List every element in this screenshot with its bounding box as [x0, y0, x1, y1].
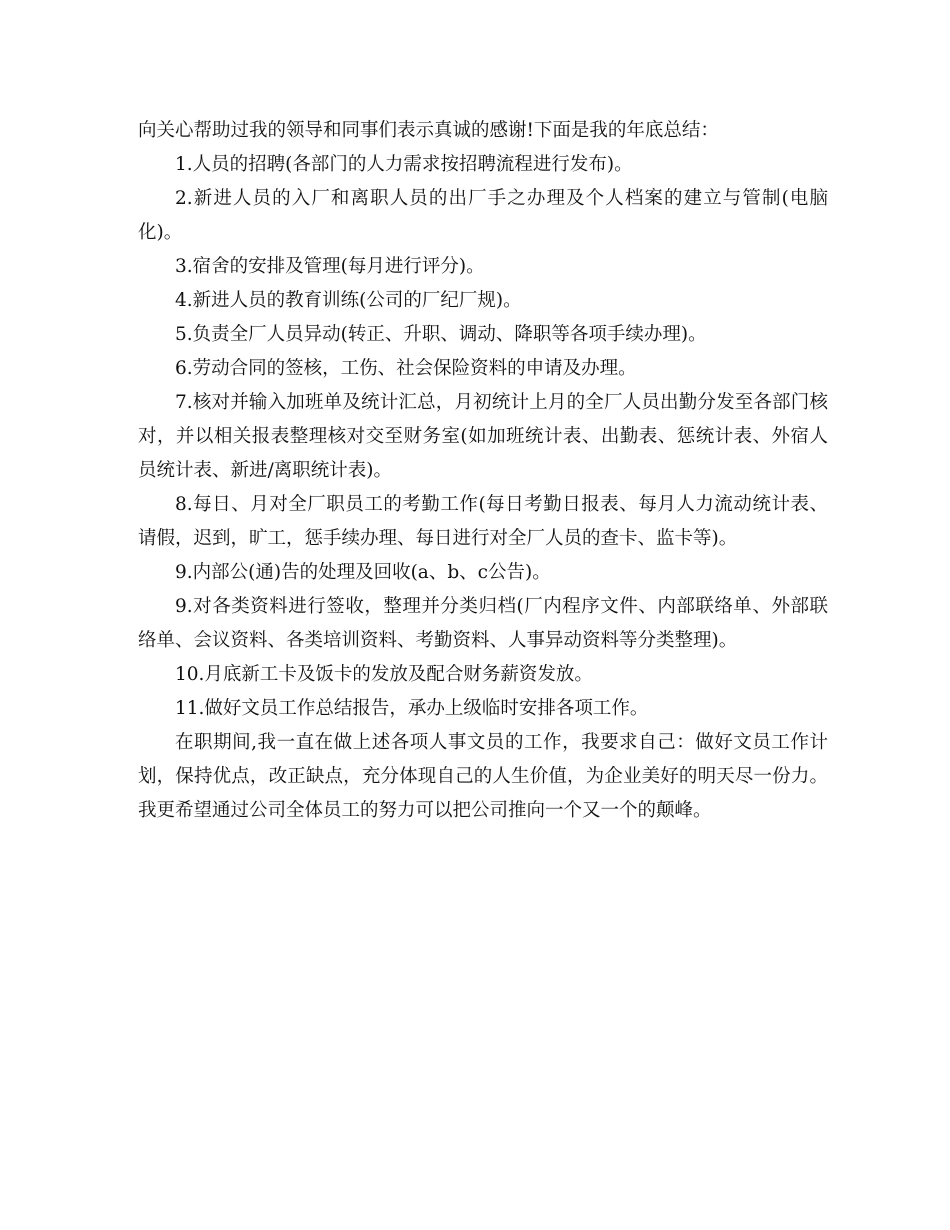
list-item-dormitory: 3.宿舍的安排及管理(每月进行评分)。 — [175, 256, 485, 277]
list-item-report: 11.做好文员工作总结报告，承办上级临时安排各项工作。 — [175, 698, 649, 719]
list-item-recruitment: 1.人员的招聘(各部门的人力需求按招聘流程进行发布)。 — [175, 154, 633, 175]
intro-paragraph: 向关心帮助过我的领导和同事们表示真诚的感谢!下面是我的年底总结： — [138, 120, 719, 141]
closing-paragraph: 在职期间,我一直在做上述各项人事文员的工作，我要求自己：做好文员工作计划，保持优点，改正缺点，充分体现自己的人生价值，为企业美好的明天尽一份力。我更希望通过公司全体员工的努力可以把公司推向一个又一个的颠峰。 — [138, 732, 828, 821]
list-item-labor-contracts: 6.劳动合同的签核，工伤、社会保险资料的申请及办理。 — [175, 358, 637, 379]
list-item-notices: 9.内部公(通)告的处理及回收(a、b、c公告)。 — [175, 562, 551, 583]
list-item-training: 4.新进人员的教育训练(公司的厂纪厂规)。 — [175, 290, 522, 311]
list-item-onboarding: 2.新进人员的入厂和离职人员的出厂手之办理及个人档案的建立与管制(电脑化)。 — [138, 188, 828, 243]
list-item-cards: 10.月底新工卡及饭卡的发放及配合财务薪资发放。 — [175, 664, 593, 685]
list-item-attendance: 8.每日、月对全厂职员工的考勤工作(每日考勤日报表、每月人力流动统计表、请假，迟到，旷工，惩手续办理、每日进行对全厂人员的查卡、监卡等)。 — [138, 494, 828, 549]
list-item-overtime-stats: 7.核对并输入加班单及统计汇总，月初统计上月的全厂人员出勤分发至各部门核对，并以相关报表整理核对交至财务室(如加班统计表、出勤表、惩统计表、外宿人员统计表、新进/离职统计表)。 — [138, 392, 828, 481]
list-item-filing: 9.对各类资料进行签收，整理并分类归档(厂内程序文件、内部联络单、外部联络单、会议资料、各类培训资料、考勤资料、人事异动资料等分类整理)。 — [138, 596, 828, 651]
list-item-personnel-changes: 5.负责全厂人员异动(转正、升职、调动、降职等各项手续办理)。 — [175, 324, 707, 345]
document-body — [138, 114, 828, 828]
